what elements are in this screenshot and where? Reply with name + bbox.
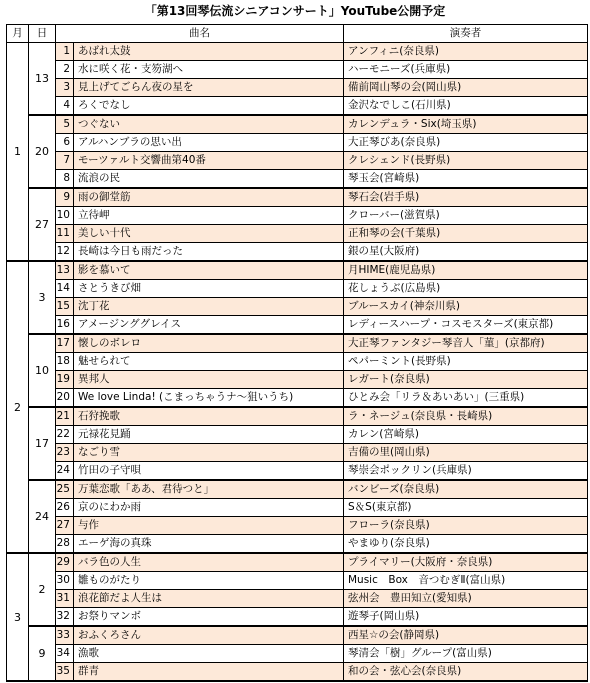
performer-name: 琴崇会ポックリン(兵庫県) xyxy=(344,462,588,481)
song-title: 見上げてごらん夜の星を xyxy=(74,79,344,97)
performer-name: アンフィニ(奈良県) xyxy=(344,43,588,61)
track-number: 15 xyxy=(56,298,74,316)
performer-name: 琴玉会(宮崎県) xyxy=(344,170,588,189)
song-title: モーツァルト交響曲第40番 xyxy=(74,152,344,170)
day-cell: 10 xyxy=(29,334,56,407)
table-row xyxy=(7,517,588,535)
performer-name: 備前岡山琴の会(岡山県) xyxy=(344,79,588,97)
performer-name: 琴石会(岩手県) xyxy=(344,188,588,207)
table-row xyxy=(7,134,588,152)
track-number: 19 xyxy=(56,371,74,389)
day-cell: 3 xyxy=(29,261,56,334)
table-row xyxy=(7,499,588,517)
table-row xyxy=(7,298,588,316)
performer-name: 銀の星(大阪府) xyxy=(344,243,588,262)
table-row xyxy=(7,261,588,280)
track-number: 30 xyxy=(56,572,74,590)
day-cell: 13 xyxy=(29,43,56,116)
track-number: 11 xyxy=(56,225,74,243)
performer-name: 遊琴子(岡山県) xyxy=(344,608,588,627)
table-row xyxy=(7,170,588,189)
song-title: 美しい十代 xyxy=(74,225,344,243)
table-row xyxy=(7,207,588,225)
table-row xyxy=(7,115,588,134)
song-title: 万葉恋歌「ああ、君待つと」 xyxy=(74,480,344,499)
performer-name: ひとみ会「リラ＆あいあい」(三重県) xyxy=(344,389,588,408)
song-title: なごり雪 xyxy=(74,444,344,462)
table-row xyxy=(7,590,588,608)
header-song: 曲名 xyxy=(56,25,344,43)
page-title: 「第13回琴伝流シニアコンサート」YouTube公開予定 xyxy=(144,4,446,18)
track-number: 12 xyxy=(56,243,74,262)
track-number: 26 xyxy=(56,499,74,517)
song-title: 与作 xyxy=(74,517,344,535)
performer-name: バンビーズ(奈良県) xyxy=(344,480,588,499)
song-title: 流浪の民 xyxy=(74,170,344,189)
performer-name: ハーモニーズ(兵庫県) xyxy=(344,61,588,79)
performer-name: 大正琴びあ(奈良県) xyxy=(344,134,588,152)
performer-name: 大正琴ファンタジー琴音人「菫」(京都府) xyxy=(344,334,588,353)
performer-name: レガート(奈良県) xyxy=(344,371,588,389)
song-title: エーゲ海の真珠 xyxy=(74,535,344,554)
track-number: 31 xyxy=(56,590,74,608)
song-title: 影を慕いて xyxy=(74,261,344,280)
track-number: 9 xyxy=(56,188,74,207)
day-cell: 27 xyxy=(29,188,56,261)
performer-name: カレン(宮崎県) xyxy=(344,426,588,444)
performer-name: 弦州会 豊田知立(愛知県) xyxy=(344,590,588,608)
performer-name: 花しょうぶ(広島県) xyxy=(344,280,588,298)
track-number: 35 xyxy=(56,663,74,682)
table-row xyxy=(7,61,588,79)
track-number: 7 xyxy=(56,152,74,170)
header-day: 日 xyxy=(29,25,56,43)
song-title: さとうきび畑 xyxy=(74,280,344,298)
song-title: 水に咲く花・支笏湖へ xyxy=(74,61,344,79)
month-cell: 1 xyxy=(7,43,29,262)
track-number: 34 xyxy=(56,645,74,663)
table-row xyxy=(7,79,588,97)
table-row xyxy=(7,480,588,499)
performer-name: レディースハープ・コスモスターズ(東京都) xyxy=(344,316,588,335)
table-row xyxy=(7,407,588,426)
day-cell: 17 xyxy=(29,407,56,480)
track-number: 14 xyxy=(56,280,74,298)
track-number: 6 xyxy=(56,134,74,152)
track-number: 33 xyxy=(56,626,74,645)
track-number: 1 xyxy=(56,43,74,61)
song-title: 異邦人 xyxy=(74,371,344,389)
table-row xyxy=(7,462,588,481)
song-title: 漁歌 xyxy=(74,645,344,663)
track-number: 2 xyxy=(56,61,74,79)
track-number: 3 xyxy=(56,79,74,97)
song-title: おふくろさん xyxy=(74,626,344,645)
song-title: つぐない xyxy=(74,115,344,134)
performer-name: 和の会・弦心会(奈良県) xyxy=(344,663,588,682)
table-row xyxy=(7,389,588,408)
month-cell: 3 xyxy=(7,553,29,681)
performer-name: 月HIME(鹿児島県) xyxy=(344,261,588,280)
table-row xyxy=(7,444,588,462)
performer-name: 金沢なでしこ(石川県) xyxy=(344,97,588,116)
table-row xyxy=(7,316,588,335)
table-row xyxy=(7,353,588,371)
song-title: 懐しのボレロ xyxy=(74,334,344,353)
header-month: 月 xyxy=(7,25,29,43)
table-row xyxy=(7,572,588,590)
table-row xyxy=(7,334,588,353)
performer-name: 琴清会「樹」グループ(富山県) xyxy=(344,645,588,663)
table-row xyxy=(7,188,588,207)
header-performer: 演奏者 xyxy=(344,25,588,43)
song-title: 雛ものがたり xyxy=(74,572,344,590)
song-title: 立待岬 xyxy=(74,207,344,225)
table-row xyxy=(7,97,588,116)
song-title: 長崎は今日も雨だった xyxy=(74,243,344,262)
performer-name: プライマリー(大阪府・奈良県) xyxy=(344,553,588,572)
song-title: あばれ太鼓 xyxy=(74,43,344,61)
song-title: 元禄花見踊 xyxy=(74,426,344,444)
track-number: 27 xyxy=(56,517,74,535)
song-title: アルハンブラの思い出 xyxy=(74,134,344,152)
track-number: 32 xyxy=(56,608,74,627)
table-row xyxy=(7,152,588,170)
track-number: 29 xyxy=(56,553,74,572)
track-number: 18 xyxy=(56,353,74,371)
song-title: 雨の御堂筋 xyxy=(74,188,344,207)
song-title: ろくでなし xyxy=(74,97,344,116)
schedule-body xyxy=(7,43,588,682)
performer-name: カレンデュラ・Six(埼玉県) xyxy=(344,115,588,134)
track-number: 8 xyxy=(56,170,74,189)
performer-name: やまゆり(奈良県) xyxy=(344,535,588,554)
day-cell: 24 xyxy=(29,480,56,553)
track-number: 5 xyxy=(56,115,74,134)
track-number: 16 xyxy=(56,316,74,335)
track-number: 22 xyxy=(56,426,74,444)
track-number: 25 xyxy=(56,480,74,499)
song-title: バラ色の人生 xyxy=(74,553,344,572)
header-row xyxy=(7,25,588,43)
table-row xyxy=(7,243,588,262)
performer-name: フローラ(奈良県) xyxy=(344,517,588,535)
song-title: 沈丁花 xyxy=(74,298,344,316)
table-row xyxy=(7,608,588,627)
month-cell: 2 xyxy=(7,261,29,553)
track-number: 4 xyxy=(56,97,74,116)
song-title: 群青 xyxy=(74,663,344,682)
performer-name: クレシェンド(長野県) xyxy=(344,152,588,170)
table-row xyxy=(7,225,588,243)
performer-name: ブルースカイ(神奈川県) xyxy=(344,298,588,316)
track-number: 23 xyxy=(56,444,74,462)
song-title: アメージンググレイス xyxy=(74,316,344,335)
track-number: 28 xyxy=(56,535,74,554)
performer-name: S＆S(東京都) xyxy=(344,499,588,517)
track-number: 10 xyxy=(56,207,74,225)
table-row xyxy=(7,645,588,663)
day-cell: 9 xyxy=(29,626,56,681)
performer-name: 正和琴の会(千葉県) xyxy=(344,225,588,243)
table-row xyxy=(7,280,588,298)
track-number: 21 xyxy=(56,407,74,426)
table-row xyxy=(7,535,588,554)
table-row xyxy=(7,43,588,61)
performer-name: クローバー(滋賀県) xyxy=(344,207,588,225)
track-number: 20 xyxy=(56,389,74,408)
schedule-table xyxy=(6,24,588,682)
performer-name: 西星☆の会(静岡県) xyxy=(344,626,588,645)
performer-name: ペパーミント(長野県) xyxy=(344,353,588,371)
performer-name: 吉備の里(岡山県) xyxy=(344,444,588,462)
table-row xyxy=(7,626,588,645)
track-number: 24 xyxy=(56,462,74,481)
table-row xyxy=(7,426,588,444)
performer-name: Music Box 音つむぎⅡ(富山県) xyxy=(344,572,588,590)
song-title: 石狩挽歌 xyxy=(74,407,344,426)
table-row xyxy=(7,663,588,682)
song-title: お祭りマンボ xyxy=(74,608,344,627)
day-cell: 20 xyxy=(29,115,56,188)
table-row xyxy=(7,371,588,389)
song-title: We love Linda! (こまっちゃうナ～狙いうち) xyxy=(74,389,344,408)
song-title: 京のにわか雨 xyxy=(74,499,344,517)
day-cell: 2 xyxy=(29,553,56,626)
song-title: 浪花節だよ人生は xyxy=(74,590,344,608)
performer-name: ラ・ネージュ(奈良県・長崎県) xyxy=(344,407,588,426)
song-title: 竹田の子守唄 xyxy=(74,462,344,481)
song-title: 魅せられて xyxy=(74,353,344,371)
table-row xyxy=(7,553,588,572)
track-number: 13 xyxy=(56,261,74,280)
track-number: 17 xyxy=(56,334,74,353)
